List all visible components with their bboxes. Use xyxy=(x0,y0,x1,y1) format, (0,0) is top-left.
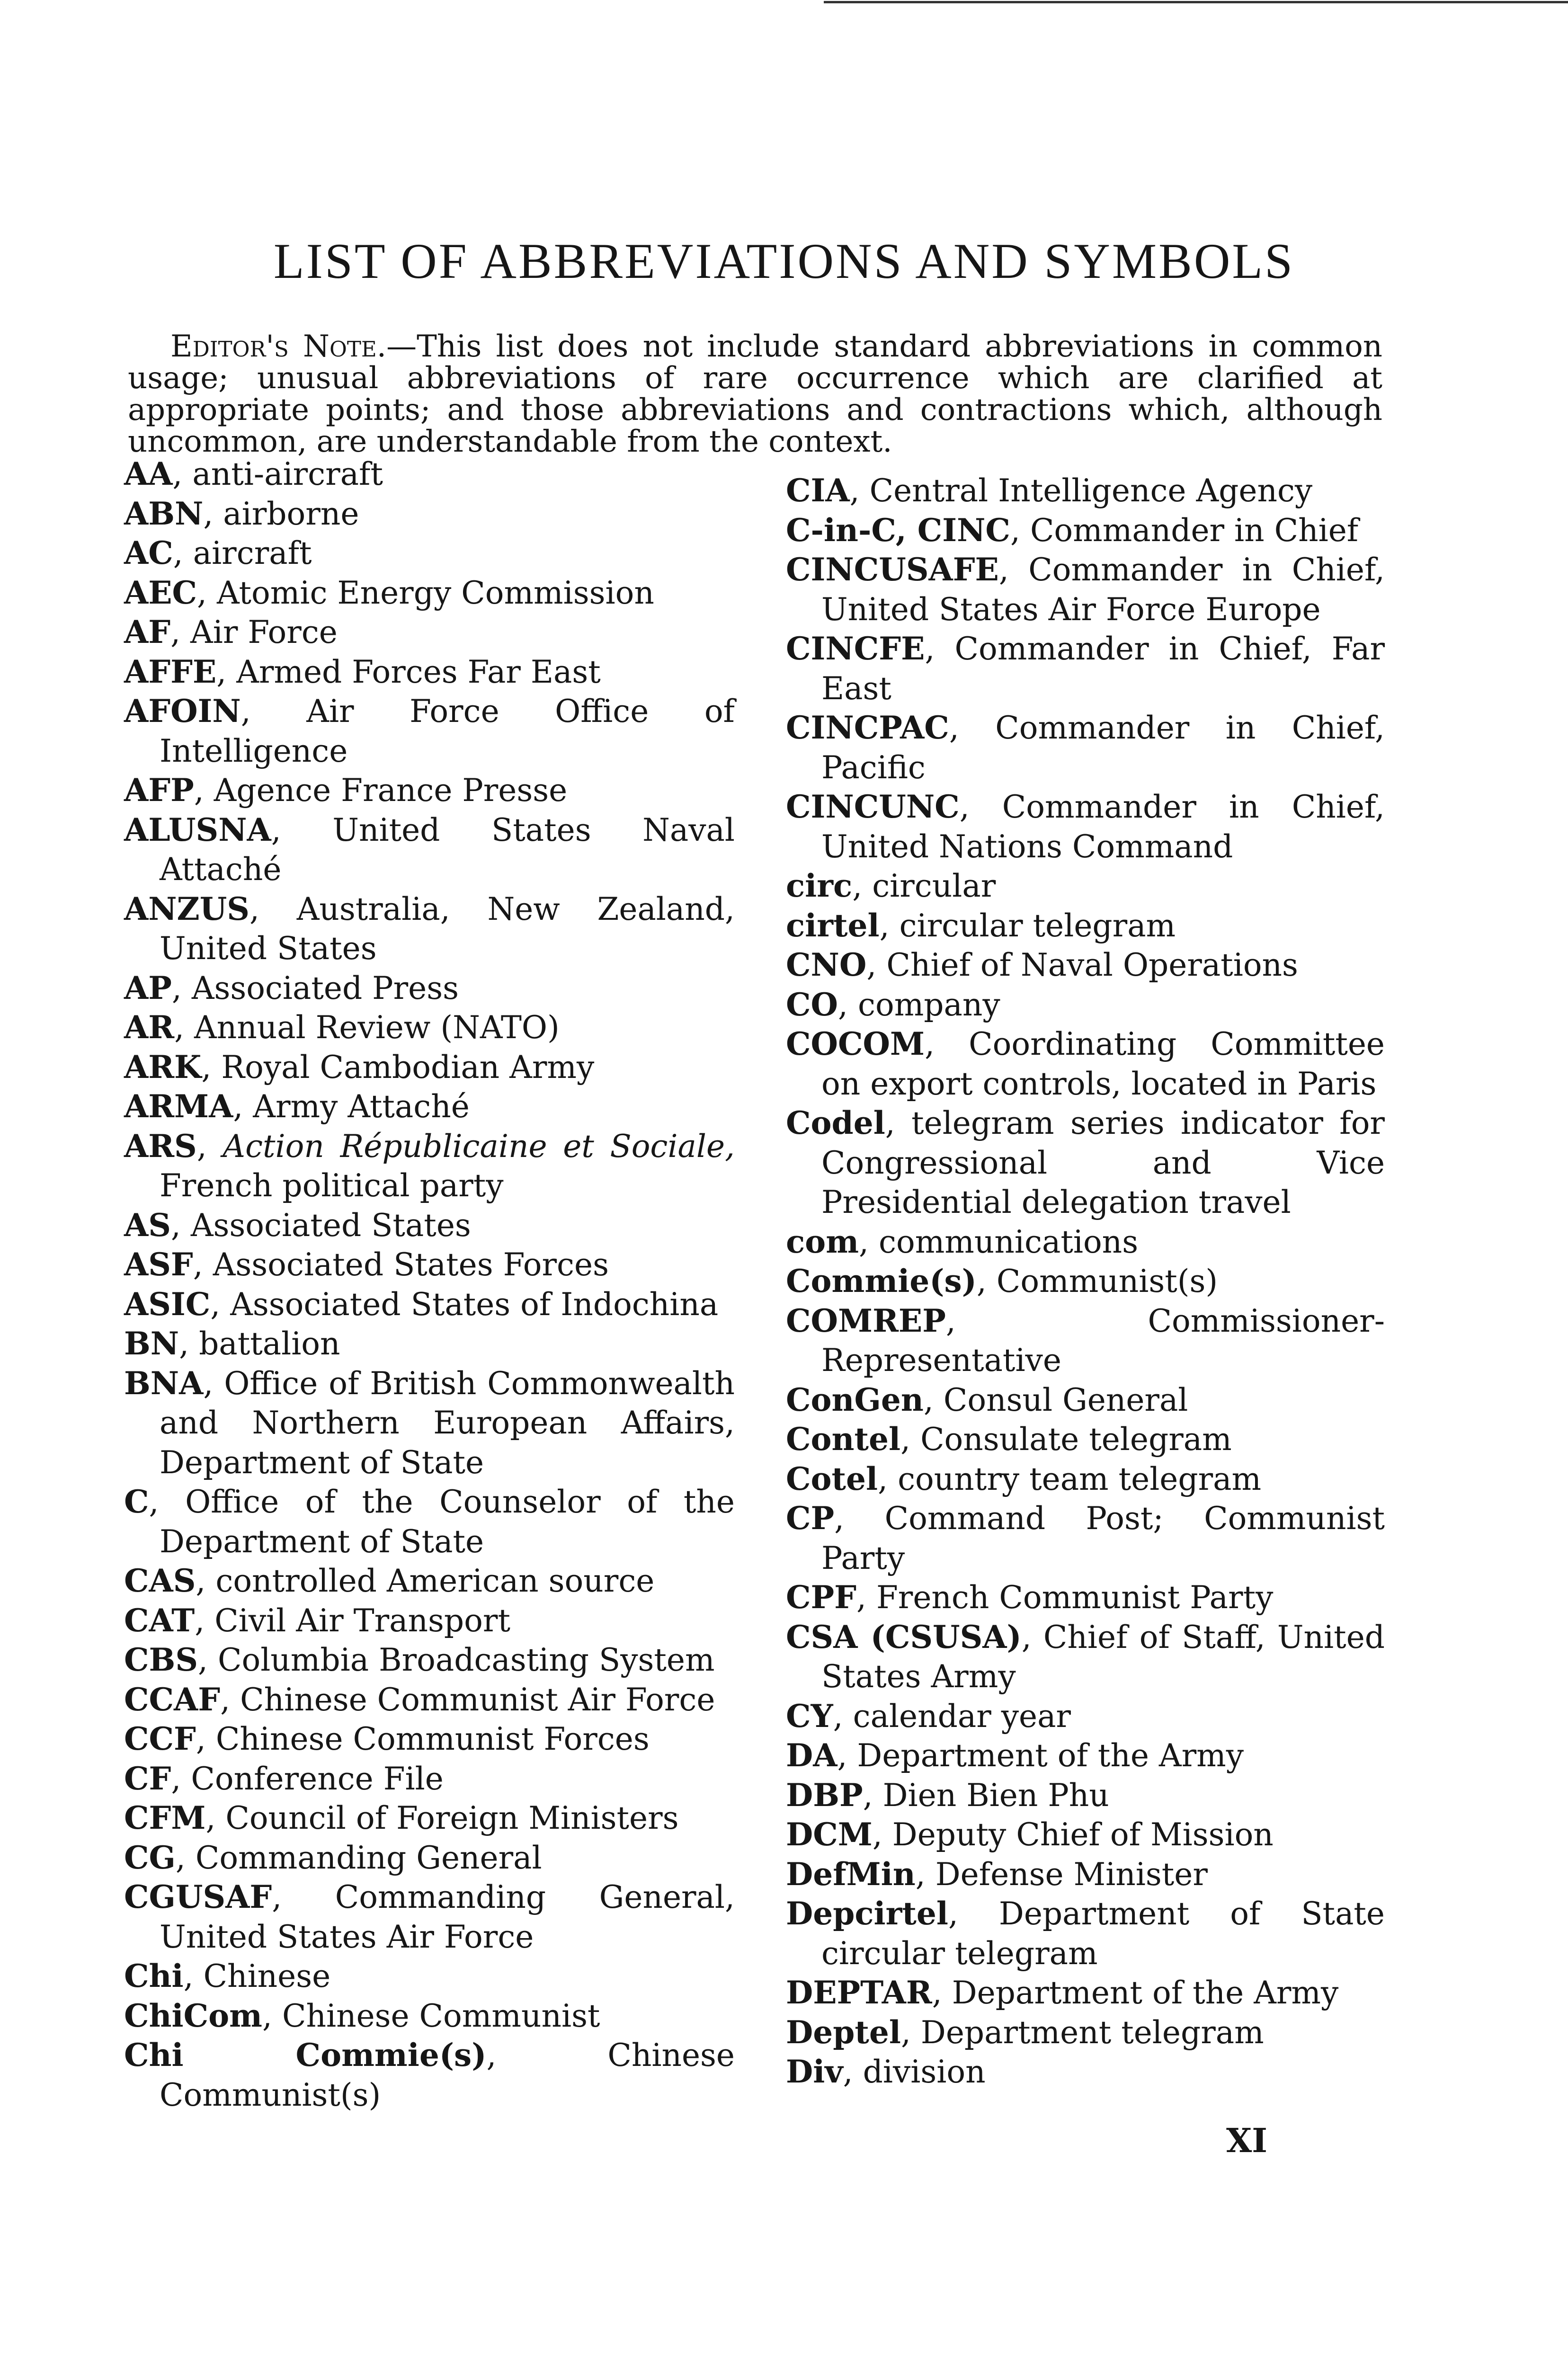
abbreviation-definition: French political party xyxy=(160,1167,504,1204)
abbreviation-definition: country team telegram xyxy=(898,1460,1262,1497)
abbreviation-definition: Armed Forces Far East xyxy=(236,653,601,690)
abbreviation-definition: Atomic Energy Commission xyxy=(217,574,654,611)
abbreviation-entry xyxy=(786,1420,1385,1459)
separator: , xyxy=(272,1879,335,1915)
abbreviation-entry xyxy=(124,810,735,890)
abbreviation-entry xyxy=(124,1364,735,1483)
abbreviation-entry xyxy=(786,787,1385,866)
abbreviation-term: CG xyxy=(124,1839,176,1876)
abbreviation-entry xyxy=(786,866,1385,906)
separator: , xyxy=(173,535,193,571)
abbreviation-entry xyxy=(124,1206,735,1246)
abbreviation-term: ChiCom xyxy=(124,1997,262,2034)
abbreviation-term: AF xyxy=(124,614,171,650)
abbreviation-definition: calendar year xyxy=(853,1698,1071,1735)
abbreviation-term: ANZUS xyxy=(124,890,249,927)
abbreviation-entry xyxy=(124,573,735,613)
abbreviation-term: Chi Commie(s) xyxy=(124,2037,487,2073)
abbreviation-entry xyxy=(124,1324,735,1364)
abbreviation-term: CINCUSAFE xyxy=(786,551,999,588)
abbreviation-entry xyxy=(124,1996,735,2036)
abbreviation-term: DBP xyxy=(786,1776,863,1814)
abbreviation-entry xyxy=(786,985,1385,1025)
separator: , xyxy=(216,653,237,690)
abbreviation-term: ALUSNA xyxy=(124,811,271,848)
abbreviation-term: AR xyxy=(124,1009,175,1046)
separator: , xyxy=(866,947,887,983)
abbreviation-definition: company xyxy=(858,986,1000,1023)
separator: , xyxy=(834,1500,885,1537)
abbreviation-definition: Defense Minister xyxy=(935,1856,1208,1893)
separator: , xyxy=(203,495,223,532)
abbreviation-term: CINCFE xyxy=(786,630,925,667)
separator: , xyxy=(205,1800,226,1836)
abbreviation-term: com xyxy=(786,1223,859,1260)
separator: , xyxy=(241,693,307,730)
right-column xyxy=(786,471,1385,2092)
abbreviation-definition: Department of State circular telegram xyxy=(821,1895,1385,1972)
abbreviation-definition: Columbia Broadcasting System xyxy=(217,1642,715,1678)
abbreviation-definition: Chief of Staff, United States Army xyxy=(821,1619,1385,1695)
separator: , xyxy=(837,1737,857,1774)
abbreviation-definition: division xyxy=(863,2054,986,2090)
abbreviation-term: DCM xyxy=(786,1816,873,1853)
separator: , xyxy=(179,1326,199,1362)
editors-note-label: Editor's Note. xyxy=(170,329,387,364)
abbreviation-term: CPF xyxy=(786,1579,857,1616)
abbreviation-entry xyxy=(124,454,735,494)
abbreviation-definition: Department telegram xyxy=(920,2014,1264,2051)
separator: , xyxy=(170,1207,191,1244)
abbreviation-entry xyxy=(124,1640,735,1680)
separator: , xyxy=(878,1460,898,1497)
abbreviation-term: ARK xyxy=(124,1048,202,1086)
separator: , xyxy=(948,1895,999,1932)
abbreviation-entry xyxy=(124,692,735,771)
abbreviation-entry xyxy=(124,1008,735,1048)
separator: , xyxy=(194,772,214,809)
page-number: XI xyxy=(1226,2121,1268,2160)
abbreviation-term: CNO xyxy=(786,946,867,983)
abbreviation-entry xyxy=(124,1957,735,1996)
abbreviation-entry xyxy=(124,1601,735,1641)
separator: , xyxy=(872,1816,892,1853)
abbreviation-term: AEC xyxy=(124,574,197,611)
abbreviation-entry xyxy=(124,1759,735,1799)
abbreviation-entry xyxy=(124,969,735,1008)
abbreviation-definition: Annual Review (NATO) xyxy=(194,1009,560,1046)
abbreviation-term: Codel xyxy=(786,1104,885,1141)
abbreviation-entry xyxy=(124,1680,735,1720)
separator: , xyxy=(196,1563,216,1599)
abbreviation-definition: airborne xyxy=(223,495,359,532)
abbreviation-definition: Air Force xyxy=(190,614,338,650)
separator: , xyxy=(197,574,217,611)
abbreviation-entry xyxy=(786,1815,1385,1855)
abbreviation-entry xyxy=(124,1561,735,1601)
separator: , xyxy=(172,456,193,492)
separator: , xyxy=(976,1263,997,1299)
abbreviation-definition: Coordinating Committee on export controls, located in Paris xyxy=(821,1026,1385,1102)
abbreviation-definition: aircraft xyxy=(193,535,312,571)
abbreviation-definition: Deputy Chief of Mission xyxy=(892,1816,1274,1853)
abbreviation-entry xyxy=(124,1285,735,1325)
abbreviation-entry xyxy=(786,708,1385,787)
separator: , xyxy=(863,1777,883,1814)
left-column xyxy=(124,454,735,2115)
separator: , xyxy=(201,1049,222,1086)
abbreviation-entry xyxy=(786,1499,1385,1578)
separator: , xyxy=(197,1642,218,1678)
abbreviation-term: ASF xyxy=(124,1246,193,1283)
abbreviation-entry xyxy=(124,2036,735,2115)
abbreviation-term: C xyxy=(124,1483,149,1520)
abbreviation-entry xyxy=(786,1262,1385,1301)
abbreviation-definition: Commander in Chief xyxy=(1030,512,1359,549)
abbreviation-term: Contel xyxy=(786,1421,901,1458)
separator: , xyxy=(210,1286,231,1323)
separator: , xyxy=(859,1223,879,1260)
abbreviation-definition: Associated States Forces xyxy=(213,1246,609,1283)
abbreviation-definition: battalion xyxy=(199,1326,340,1362)
abbreviation-term: cirtel xyxy=(786,907,880,944)
abbreviation-term: ConGen xyxy=(786,1381,924,1418)
separator: , xyxy=(998,552,1029,588)
top-border-rule xyxy=(824,1,1568,3)
abbreviation-term: CINCUNC xyxy=(786,788,960,825)
abbreviation-definition: Army Attaché xyxy=(253,1088,470,1125)
abbreviation-entry xyxy=(786,1973,1385,2013)
abbreviation-entry xyxy=(124,1127,735,1206)
separator: , xyxy=(959,789,1002,825)
abbreviation-entry xyxy=(786,1736,1385,1776)
abbreviation-entry xyxy=(786,2013,1385,2053)
separator: , xyxy=(149,1484,186,1520)
abbreviation-definition: telegram series indicator for Congressional and Vice Presidential delegation travel xyxy=(821,1105,1385,1220)
abbreviation-term: CAT xyxy=(124,1602,195,1639)
separator: , xyxy=(171,970,192,1006)
abbreviation-term: circ xyxy=(786,867,853,904)
abbreviation-definition: Chinese Communist(s) xyxy=(160,2037,735,2113)
separator: , xyxy=(203,1365,224,1402)
separator: , xyxy=(1021,1619,1043,1655)
abbreviation-entry xyxy=(124,652,735,692)
abbreviation-definition: Consul General xyxy=(943,1381,1188,1418)
abbreviation-definition: communications xyxy=(879,1223,1139,1260)
abbreviation-entry xyxy=(786,1578,1385,1618)
abbreviation-entry xyxy=(786,906,1385,946)
abbreviation-entry xyxy=(786,2052,1385,2092)
abbreviation-term: CF xyxy=(124,1760,171,1797)
abbreviation-definition: Conference File xyxy=(191,1760,444,1797)
separator: , xyxy=(170,614,191,650)
separator: , xyxy=(949,710,996,746)
abbreviation-definition: Commander in Chief, United States Air Force Europe xyxy=(821,552,1385,628)
abbreviation-term: ABN xyxy=(124,495,204,532)
abbreviation-entry xyxy=(786,1855,1385,1895)
abbreviation-definition: Consulate telegram xyxy=(920,1421,1232,1458)
abbreviation-term: CINCPAC xyxy=(786,709,949,746)
abbreviation-term: CAS xyxy=(124,1562,196,1599)
separator: , xyxy=(856,1579,876,1616)
abbreviation-entry xyxy=(786,511,1385,551)
separator: , xyxy=(195,1602,215,1639)
abbreviation-entry xyxy=(786,945,1385,985)
separator: , xyxy=(900,1421,921,1458)
editors-note-text: —This list does not include standard abbreviations in common usage; unusual abbreviations of rare occurrence which are clarified at appropriate points; and those abbreviations and contractions which, although uncommon, are understandable from the context. xyxy=(128,329,1382,459)
abbreviation-definition: Central Intelligence Agency xyxy=(869,472,1313,509)
abbreviation-term: AA xyxy=(124,455,173,492)
abbreviation-term: CO xyxy=(786,986,838,1023)
abbreviation-term: Commie(s) xyxy=(786,1263,977,1299)
separator: , xyxy=(885,1105,912,1141)
abbreviation-term: CY xyxy=(786,1697,833,1735)
separator: , xyxy=(174,1009,195,1046)
abbreviation-definition: Commanding General, United States Air Force xyxy=(160,1879,735,1955)
abbreviation-definition: circular telegram xyxy=(899,907,1176,944)
abbreviation-term: Cotel xyxy=(786,1460,878,1497)
abbreviation-term: CBS xyxy=(124,1641,198,1678)
abbreviation-entry xyxy=(124,1482,735,1561)
abbreviation-term: CP xyxy=(786,1500,835,1537)
abbreviation-term: Chi xyxy=(124,1958,184,1994)
separator: , xyxy=(925,1026,969,1062)
separator: , xyxy=(925,631,955,667)
abbreviation-entry xyxy=(786,1380,1385,1420)
abbreviation-definition: Associated Press xyxy=(191,970,459,1006)
abbreviation-entry xyxy=(124,1087,735,1127)
separator: , xyxy=(193,1246,213,1283)
abbreviation-definition: Agence France Presse xyxy=(214,772,568,809)
abbreviation-definition: circular xyxy=(872,868,996,904)
separator: , xyxy=(879,907,900,944)
abbreviation-term: DefMin xyxy=(786,1855,916,1893)
abbreviation-definition: Chinese Communist Air Force xyxy=(240,1681,715,1718)
separator: , xyxy=(233,1088,253,1125)
abbreviation-term: AFP xyxy=(124,772,194,809)
abbreviation-entry xyxy=(124,1878,735,1957)
abbreviation-entry xyxy=(786,1697,1385,1736)
abbreviation-term: COMREP xyxy=(786,1302,946,1339)
separator: , xyxy=(923,1381,944,1418)
abbreviation-entry xyxy=(124,1048,735,1087)
abbreviation-term: CFM xyxy=(124,1799,206,1836)
abbreviation-entry xyxy=(124,613,735,652)
abbreviation-term: C-in-C, CINC xyxy=(786,511,1010,549)
abbreviation-entry xyxy=(124,1245,735,1285)
abbreviation-term: BNA xyxy=(124,1364,204,1402)
abbreviation-entry xyxy=(786,550,1385,629)
abbreviation-definition: Chief of Naval Operations xyxy=(886,947,1298,983)
separator: , xyxy=(849,472,870,509)
abbreviation-term: ASIC xyxy=(124,1285,211,1323)
abbreviation-definition: Council of Foreign Ministers xyxy=(225,1800,679,1836)
separator: , xyxy=(196,1721,216,1757)
abbreviation-entry xyxy=(786,1459,1385,1499)
separator: , xyxy=(262,1997,282,2034)
abbreviation-term: COCOM xyxy=(786,1025,925,1062)
abbreviation-entry xyxy=(786,1776,1385,1815)
abbreviation-term: CCAF xyxy=(124,1681,221,1718)
abbreviation-entry xyxy=(786,1222,1385,1262)
separator: , xyxy=(915,1856,935,1893)
abbreviation-entry xyxy=(786,1618,1385,1697)
abbreviation-entry xyxy=(124,534,735,573)
abbreviation-term: CIA xyxy=(786,472,850,509)
abbreviation-term: Div xyxy=(786,2053,843,2090)
abbreviation-term: AFFE xyxy=(124,653,217,690)
abbreviation-definition: Commander in Chief, United Nations Command xyxy=(821,789,1385,865)
separator: , xyxy=(932,1975,952,2011)
abbreviation-term: ARMA xyxy=(124,1088,233,1125)
separator: , xyxy=(945,1302,1148,1339)
abbreviation-definition: Commander in Chief, Pacific xyxy=(821,710,1385,786)
abbreviation-definition: Commanding General xyxy=(195,1839,542,1876)
abbreviation-entry xyxy=(786,629,1385,708)
abbreviation-term: AP xyxy=(124,969,172,1006)
abbreviation-definition: Office of the Counselor of the Department of State xyxy=(160,1484,735,1560)
abbreviation-entry xyxy=(786,1103,1385,1222)
abbreviation-entry xyxy=(786,1894,1385,1973)
abbreviation-definition: Dien Bien Phu xyxy=(882,1777,1109,1814)
abbreviation-term: AC xyxy=(124,534,173,571)
abbreviation-definition: Chinese xyxy=(203,1958,331,1994)
abbreviation-term: DA xyxy=(786,1737,837,1774)
abbreviation-definition: Associated States xyxy=(190,1207,471,1244)
separator: , xyxy=(249,890,297,927)
abbreviation-definition: Communist(s) xyxy=(996,1263,1218,1299)
abbreviation-term: CCF xyxy=(124,1720,196,1757)
editors-note xyxy=(128,331,1382,458)
abbreviation-term: DEPTAR xyxy=(786,1974,932,2011)
abbreviation-definition: Chinese Communist xyxy=(282,1997,600,2034)
separator: , xyxy=(271,811,333,848)
abbreviation-definition: Chinese Communist Forces xyxy=(215,1721,650,1757)
abbreviation-entry xyxy=(124,890,735,969)
abbreviation-term: AS xyxy=(124,1206,171,1244)
abbreviation-definition: Civil Air Transport xyxy=(214,1602,510,1639)
abbreviation-definition: Department of the Army xyxy=(952,1975,1339,2011)
abbreviation-definition: Australia, New Zealand, United States xyxy=(160,890,735,967)
separator: , xyxy=(852,868,873,904)
abbreviation-entry xyxy=(124,494,735,534)
separator: , xyxy=(486,2037,608,2073)
separator: , xyxy=(175,1839,196,1876)
abbreviation-term: BN xyxy=(124,1325,179,1362)
abbreviation-entry xyxy=(124,1798,735,1838)
separator: , xyxy=(838,986,858,1023)
abbreviation-term: CGUSAF xyxy=(124,1878,272,1915)
abbreviation-definition: Associated States of Indochina xyxy=(230,1286,719,1323)
separator: , xyxy=(1010,512,1030,549)
abbreviation-term: AFOIN xyxy=(124,693,241,730)
abbreviation-definition: Air Force Office of Intelligence xyxy=(160,693,735,769)
abbreviation-term: Deptel xyxy=(786,2013,901,2051)
abbreviation-entry xyxy=(124,1719,735,1759)
separator: , xyxy=(183,1958,204,1994)
abbreviation-definition: United States Naval Attaché xyxy=(160,811,735,888)
abbreviation-definition: Department of the Army xyxy=(857,1737,1244,1774)
abbreviation-entry xyxy=(786,1301,1385,1380)
abbreviation-entry xyxy=(124,1838,735,1878)
abbreviation-definition: Command Post; Communist Party xyxy=(821,1500,1385,1576)
abbreviation-definition: Commander in Chief, Far East xyxy=(821,631,1385,707)
separator: , xyxy=(171,1760,191,1797)
page-title: LIST OF ABBREVIATIONS AND SYMBOLS xyxy=(273,233,1295,289)
abbreviation-entry xyxy=(124,771,735,810)
abbreviation-entry xyxy=(786,471,1385,511)
abbreviation-term: CSA (CSUSA) xyxy=(786,1618,1022,1655)
abbreviation-definition: Commissioner-Representative xyxy=(821,1302,1385,1379)
separator: , xyxy=(900,2014,921,2051)
abbreviation-definition: controlled American source xyxy=(215,1563,655,1599)
separator: , xyxy=(196,1128,223,1165)
abbreviation-term: Depcirtel xyxy=(786,1895,948,1932)
separator: , xyxy=(833,1698,853,1735)
abbreviation-definition: anti-aircraft xyxy=(192,456,383,492)
abbreviation-definition: French Communist Party xyxy=(876,1579,1274,1616)
abbreviation-term: ARS xyxy=(124,1127,197,1165)
separator: , xyxy=(220,1681,241,1718)
abbreviation-entry xyxy=(786,1024,1385,1103)
separator: , xyxy=(843,2054,863,2090)
abbreviation-definition-italic: Action Républicaine et Sociale, xyxy=(223,1128,735,1165)
abbreviation-definition: Royal Cambodian Army xyxy=(221,1049,595,1086)
abbreviation-definition: Office of British Commonwealth and Northern European Affairs, Department of State xyxy=(160,1365,735,1481)
